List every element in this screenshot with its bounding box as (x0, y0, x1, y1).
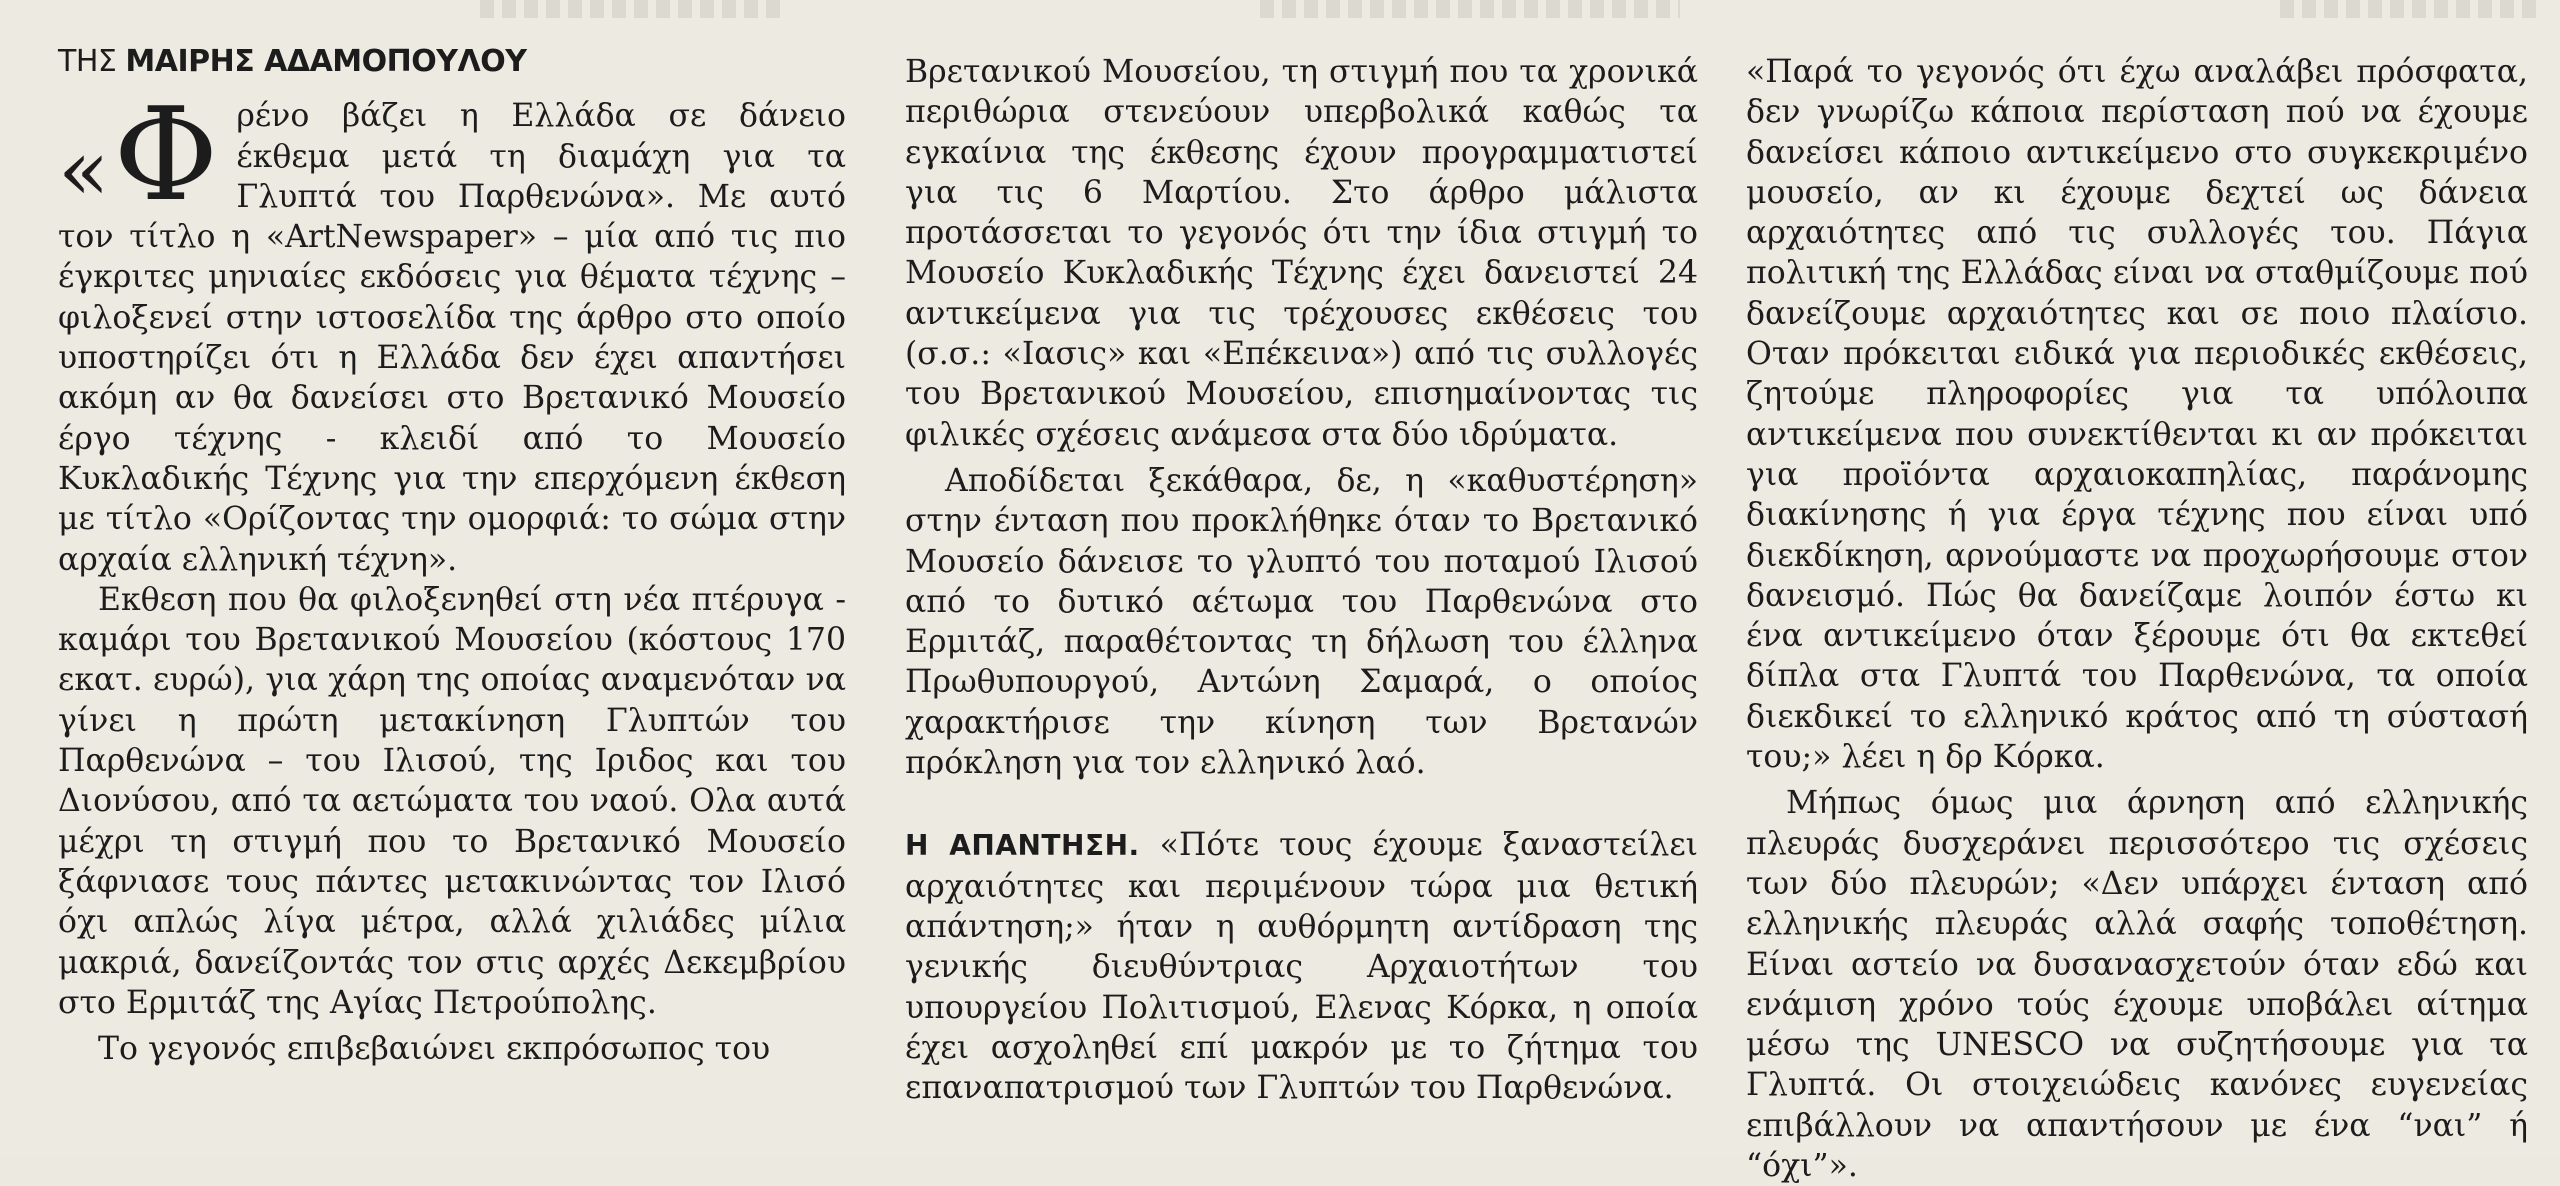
byline (58, 42, 846, 82)
lead-paragraph (58, 81, 846, 580)
subhead: Η ΑΠΑΝΤΗΣΗ. (905, 829, 1140, 863)
paragraph: Το γεγονός επιβεβαιώνει εκπρόσωπος του (98, 1031, 771, 1068)
drop-cap-quote: « (58, 121, 110, 220)
bleed-through-text (2280, 0, 2540, 18)
paragraph: Εκθεση που θα φιλοξενηθεί στη νέα πτέρυγα - καμάρι του Βρετανικού Μουσείου (κόστους 170 εκατ. ευρώ), για χάρη της οποίας αναμενόταν να γίνει η πρώτη μετακίνηση Γλυπτών του Παρθενώνα – του Ιλισού, της Ιριδος και του Διονύσου, από τα αετώματα του ναού. Ολα αυτά μέχρι τη στιγμή που το Βρετανικό Μουσείο ξάφνιασε τους πάντες μετακινώντας τον Ιλισό όχι απλώς λίγα μέτρα, αλλά χιλιάδες μίλια μακριά, δανείζοντάς τον στις αρχές Δεκεμβρίου στο Ερμιτάζ της Αγίας Πετρούπολης. (58, 581, 846, 1021)
drop-cap (58, 81, 219, 231)
paragraph: «Παρά το γεγονός ότι έχω αναλάβει πρόσφατα, δεν γνωρίζω κάποια περίσταση πού να έχουμε δανείσει κάποιο αντικείμενο στο συγκεκριμένο μουσείο, αν κι έχουμε δεχτεί ως δάνεια αρχαιότητες από τις συλλογές του. Πάγια πολιτική της Ελλάδας είναι να σταθμίζουμε πού δανείζουμε αρχαιότητες και σε ποιο πλαίσιο. Οταν πρόκειται ειδικά για περιοδικές εκθέσεις, ζητούμε πληροφορίες για τα υπόλοιπα αντικείμενα που συνεκτίθενται κι αν πρόκειται για προϊόντα αρχαιοκαπηλίας, παράνομης διακίνησης ή για έργα τέχνης που είναι υπό διεκδίκηση, αρνούμαστε να προχωρήσουμε στον δανεισμό. Πώς θα δανείζαμε λοιπόν έστω κι ένα αντικείμενο όταν ξέρουμε ότι θα εκτεθεί δίπλα στα Γλυπτά του Παρθενώνα, τα οποία διεκδικεί το ελληνικό κράτος από τη σύστασή του;» λέει η δρ Κόρκα. (1746, 54, 2528, 776)
byline-author: ΜΑΙΡΗΣ ΑΔΑΜΟΠΟΥΛΟΥ (125, 44, 527, 79)
bleed-through-text (480, 0, 780, 18)
article-column-3 (1746, 52, 2528, 1186)
byline-prefix: ΤΗΣ (58, 44, 117, 79)
article-column-2 (905, 52, 1698, 1108)
paragraph: Μήπως όμως μια άρνηση από ελληνικής πλευράς δυσχεράνει περισσότερο τις σχέσεις των δύο πλευρών; «Δεν υπάρχει ένταση από ελληνικής πλευράς αλλά σαφής τοποθέτηση. Είναι αστείο να δυσανασχετούν όταν εδώ και ενάμιση χρόνο τούς έχουμε υποβάλει αίτημα μέσω της UNESCO να συζητήσουμε για τα Γλυπτά. Οι στοιχειώδεις κανόνες ευγενείας επιβάλλουν να απαντήσουν με ένα “ναι” ή “όχι”». (1746, 785, 2528, 1185)
lead-text: ρένο βάζει η Ελλάδα σε δάνειο έκθεμα μετά τη διαμάχη για τα Γλυπτά του Παρθενώνα». Με αυτό τον τίτλο η «ArtNewspaper» – μία από τις πιο έγκριτες μηνιαίες εκδόσεις για θέματα τέχνης – φιλοξενεί στην ιστοσελίδα της άρθρο στο οποίο υποστηρίζει ότι η Ελλάδα δεν έχει απαντήσει ακόμη αν θα δανείσει στο Βρετανικό Μουσείο έργο τέχνης - κλειδί από το Μουσείο Κυκλαδικής Τέχνης για την επερχόμενη έκθεση με τίτλο «Ορίζοντας την ομορφιά: το σώμα στην αρχαία ελληνική τέχνη». (58, 98, 846, 578)
paragraph: Βρετανικού Μουσείου, τη στιγμή που τα χρονικά περιθώρια στενεύουν υπερβολικά καθώς τα εγκαίνια της έκθεσης έχουν προγραμματιστεί για τις 6 Μαρτίου. Στο άρθρο μάλιστα προτάσσεται το γεγονός ότι την ίδια στιγμή το Μουσείο Κυκλαδικής Τέχνης έχει δανειστεί 24 αντικείμενα για τις τρέχουσες εκθέσεις του (σ.σ.: «Ιασις» και «Επέκεινα») από τις συλλογές του Βρετανικού Μουσείου, επισημαίνοντας τις φιλικές σχέσεις ανάμεσα στα δύο ιδρύματα. (905, 54, 1698, 453)
subhead-paragraph (905, 825, 1698, 1108)
paragraph: Αποδίδεται ξεκάθαρα, δε, η «καθυστέρηση» στην ένταση που προκλήθηκε όταν το Βρετανικό Μουσείο δάνεισε το γλυπτό του ποταμού Ιλισού από το δυτικό αέτωμα του Παρθενώνα στο Ερμιτάζ, παραθέτοντας τη δήλωση του έλληνα Πρωθυπουργού, Αντώνη Σαμαρά, ο οποίος χαρακτήρισε την κίνηση των Βρετανών πρόκληση για τον ελληνικό λαό. (905, 462, 1698, 782)
bleed-through-text (1260, 0, 1680, 18)
article-column-1 (58, 42, 846, 1069)
subhead-paragraph-text: «Πότε τους έχουμε ξαναστείλει αρχαιότητες και περιμένουν τώρα μια θετική απάντηση;» ήταν η αυθόρμητη αντίδραση της γενικής διευθύντριας Αρχαιοτήτων του υπουργείου Πολιτισμού, Ελενας Κόρκα, η οποία έχει ασχοληθεί επί μακρόν με το ζήτημα του επαναπατρισμού των Γλυπτών του Παρθενώνα. (905, 827, 1698, 1107)
drop-cap-letter: Φ (113, 81, 219, 231)
